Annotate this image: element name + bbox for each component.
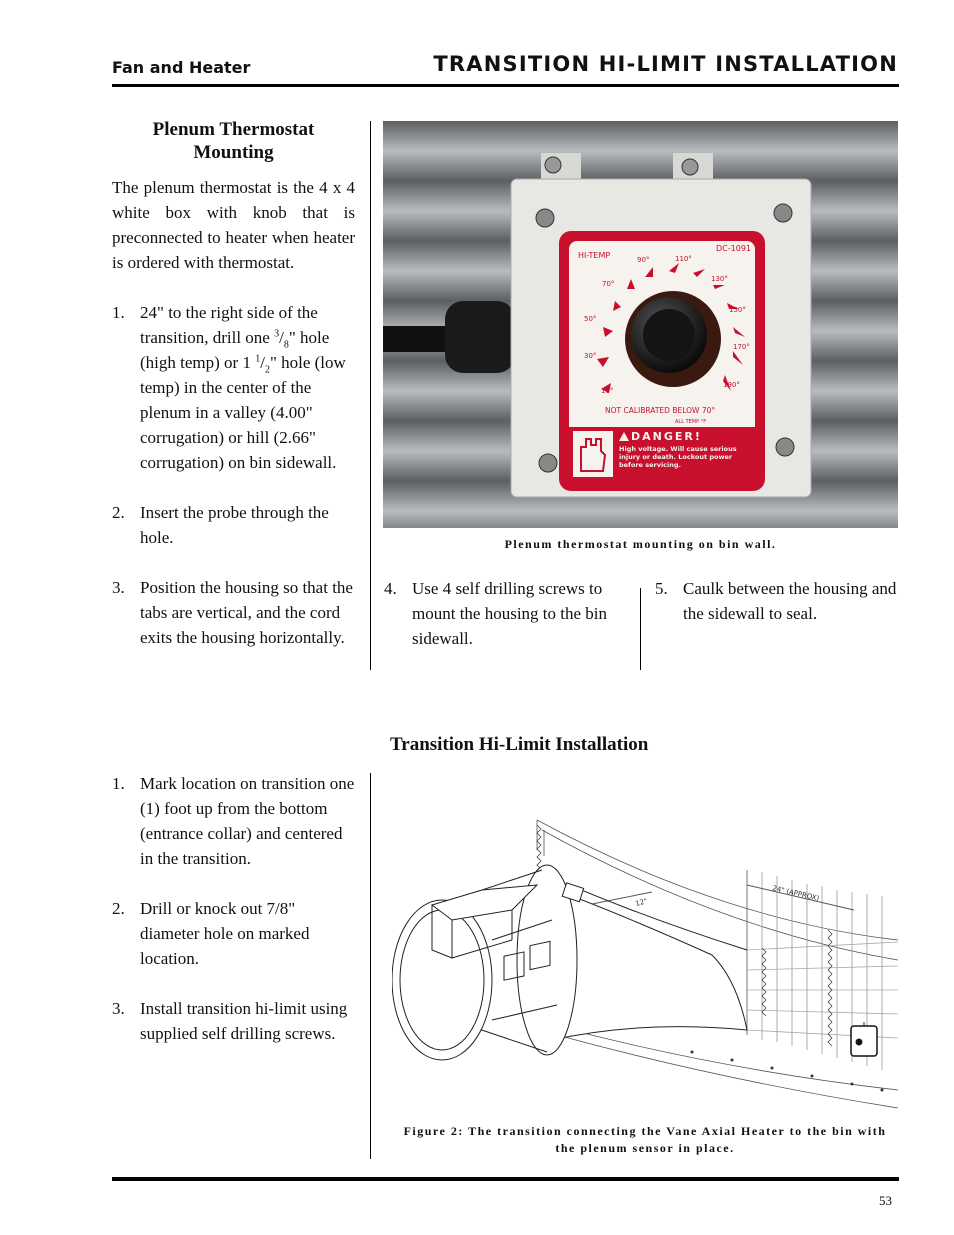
svg-text:130°: 130°	[711, 275, 728, 283]
plenum-step-5: 5. Caulk between the housing and the sidewall to seal.	[655, 579, 897, 623]
sensor-knob-icon	[856, 1039, 862, 1045]
screw-icon	[776, 438, 794, 456]
plenum-step-1: 1. 24" to the right side of the transition, drill one $^3/_8$" hole (high temp) or 1 $^1/_2$" hole (low temp) in the center of the plenum in a valley (4.00" corrugation) or hill (2.66" corrugation) on bin sidewall.	[112, 303, 346, 472]
figure-caption: Figure 2: The transition connecting the Vane Axial Heater to the bin with the plenum sensor in place.	[403, 1124, 887, 1155]
hilimit-step-2: 2. Drill or knock out 7/8" diameter hole on marked location.	[112, 899, 310, 968]
svg-text:50°: 50°	[584, 315, 597, 323]
transition-diagram	[392, 790, 898, 1115]
hilimit-step-1: 1. Mark location on transition one (1) foot up from the bottom (entrance collar) and centered in the transition.	[112, 774, 355, 868]
plenum-intro: The plenum thermostat is the 4 x 4 white box with knob that is preconnected to heater when heater is ordered with thermostat.	[112, 178, 355, 272]
model-label: DC-1091	[716, 244, 751, 253]
all-temp-label: ALL TEMP °F	[675, 419, 707, 425]
svg-text:170°: 170°	[733, 343, 750, 351]
header-rule	[112, 84, 899, 87]
cord-grip	[445, 301, 515, 373]
screw-icon	[774, 204, 792, 222]
plenum-step-3: 3. Position the housing so that the tabs are vertical, and the cord exits the housing horizontally.	[112, 578, 353, 647]
page-title: TRANSITION HI-LIMIT INSTALLATION	[433, 52, 898, 76]
svg-text:10°: 10°	[601, 387, 614, 395]
svg-text:90°: 90°	[637, 256, 650, 264]
plenum-sensor-box	[851, 1026, 877, 1056]
column-divider-bottom	[370, 773, 371, 1159]
column-divider-top	[370, 121, 371, 670]
hilimit-heading: Transition Hi-Limit Installation	[390, 734, 649, 755]
thermostat-photo	[383, 121, 898, 528]
dim-12-label: 12"	[634, 897, 649, 908]
svg-text:70°: 70°	[602, 280, 615, 288]
svg-text:190°: 190°	[723, 381, 740, 389]
svg-text:30°: 30°	[584, 352, 597, 360]
hitemp-label: HI-TEMP	[578, 251, 611, 260]
danger-label: DANGER!	[631, 430, 702, 443]
photo-caption: Plenum thermostat mounting on bin wall.	[504, 537, 777, 551]
svg-text:150°: 150°	[729, 306, 746, 314]
dim-24-label: 24" (APPROX)	[771, 884, 820, 903]
hilimit-steps	[112, 771, 355, 1071]
not-calibrated-label: NOT CALIBRATED BELOW 70°	[605, 406, 716, 415]
plenum-step-4: 4. Use 4 self drilling screws to mount the housing to the bin sidewall.	[384, 579, 608, 648]
screw-icon	[539, 454, 557, 472]
plenum-step-2: 2. Insert the probe through the hole.	[112, 503, 329, 547]
svg-text:110°: 110°	[675, 255, 692, 263]
danger-warning-text: High voltage. Will cause serious injury or death. Lockout power before servicing.	[619, 445, 737, 469]
screw-icon	[536, 209, 554, 227]
plenum-step-4-list	[384, 576, 630, 676]
page-number: 53	[879, 1193, 892, 1208]
section-label: Fan and Heater	[112, 58, 251, 77]
plenum-step-5-list	[655, 576, 898, 651]
footer-rule	[112, 1177, 899, 1181]
fan-intake	[392, 900, 492, 1060]
plenum-heading: Plenum Thermostat Mounting	[152, 119, 315, 163]
column-divider-steps	[640, 588, 641, 670]
hilimit-step-3: 3. Install transition hi-limit using supplied self drilling screws.	[112, 999, 348, 1043]
plenum-steps-left	[112, 300, 355, 675]
